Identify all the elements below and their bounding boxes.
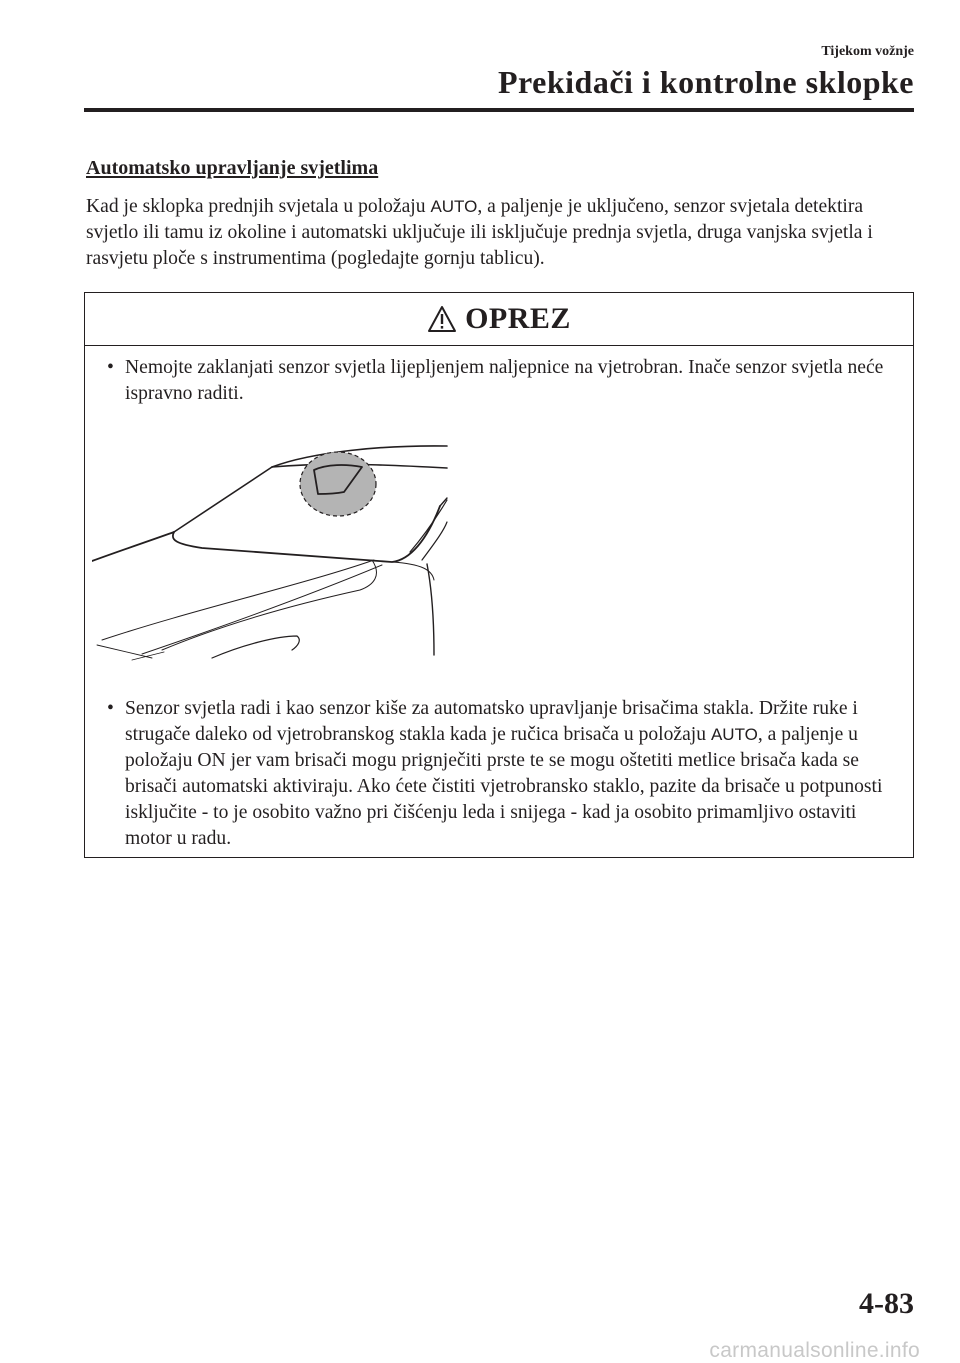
warning-triangle-icon — [427, 305, 457, 333]
header-divider — [84, 108, 914, 112]
caution-bullet-2-text — [125, 696, 907, 852]
caution-header — [85, 293, 913, 346]
bullet2-text-part2: , a paljenje u položaju ON jer vam brisači mogu prignječiti prste te se mogu oštetiti metlice brisača kada se brisači automatski aktiviraju. Ako ćete čistiti vjetrobransko staklo, pazite da brisače u potpunosti isključite - to je osobito važno pri čišćenju leda i snijega - kad ja osobito primamljivo ostaviti motor u radu. — [125, 724, 883, 849]
intro-text-part2: , a paljenje je uključeno, senzor svjetala detektira svjetlo ili tamu iz okoline i automatski uključuje ili isključuje prednja svjetla, druga vanjska svjetla i rasvjetu ploče s instrumentima (pogledajte gornju tablicu). — [86, 196, 873, 269]
page-number: 4-83 — [859, 1287, 914, 1320]
caution-title: OPREZ — [465, 302, 571, 335]
page-title: Prekidači i kontrolne sklopke — [497, 64, 914, 100]
intro-paragraph — [86, 194, 916, 272]
caution-bullet-1 — [107, 355, 907, 407]
caution-bullet-2 — [107, 696, 907, 852]
windshield-light-sensor-illustration — [92, 440, 452, 665]
bullet2-text-part1: Senzor svjetla radi i kao senzor kiše za automatsko upravljanje brisačima stakla. Držite ruke i strugače daleko od vjetrobranskog stakla kada je ručica brisača u položaju — [125, 698, 858, 745]
section-heading: Automatsko upravljanje svjetlima — [86, 157, 379, 179]
intro-mode-label: AUTO — [430, 197, 478, 216]
intro-text-part1: Kad je sklopka prednjih svjetala u položaju — [86, 196, 431, 217]
bullet2-mode-label: AUTO — [710, 725, 758, 744]
bullet-dot: • — [107, 698, 114, 719]
caution-bullet-1-text: Nemojte zaklanjati senzor svjetla lijepljenjem naljepnice na vjetrobran. Inače senzor svjetla neće ispravno raditi. — [125, 357, 884, 404]
bullet-dot: • — [107, 357, 114, 378]
watermark: carmanualsonline.info — [709, 1339, 920, 1362]
header-section-label: Tijekom vožnje — [821, 44, 914, 59]
